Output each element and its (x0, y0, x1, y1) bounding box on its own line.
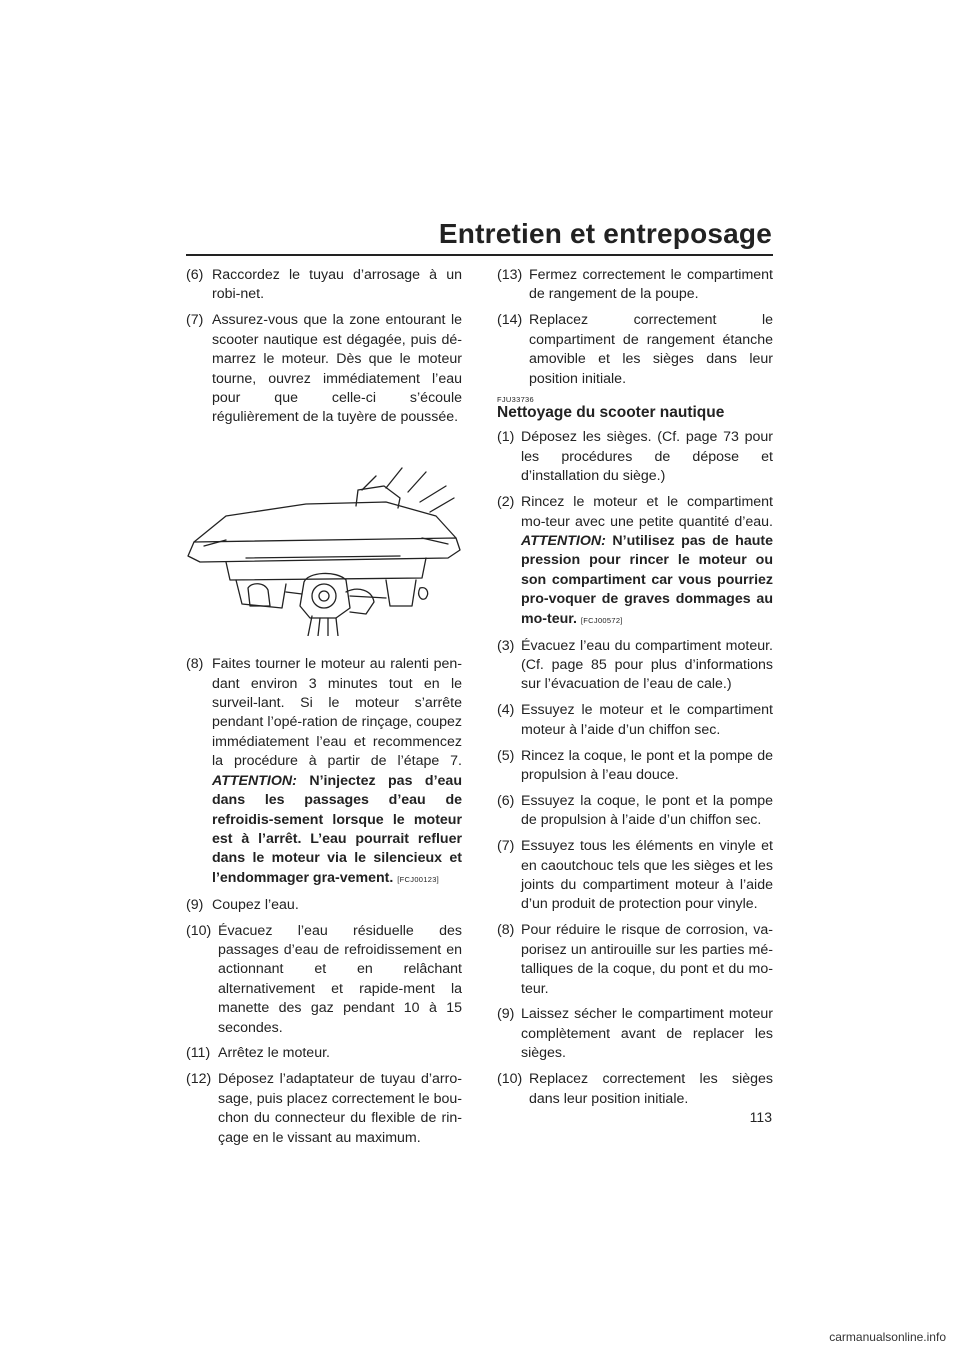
warning-code: [FCJ00572] (580, 615, 623, 625)
warning-label: ATTENTION: (212, 772, 297, 789)
warning-text: N’utilisez pas de haute pression pour rincer le moteur ou son compartiment car vous pourriez pro-voquer de graves dommages au mo-teur. (521, 532, 773, 627)
step-number: (5) (497, 747, 515, 764)
list-item (497, 701, 773, 740)
list-item (186, 922, 462, 1038)
step-text: Déposez les sièges. (Cf. page 73 pour les procédures de dépose et d’installation du siège.) (521, 429, 773, 485)
step-number: (1) (497, 429, 515, 446)
step-text: Essuyez la coque, le pont et la pompe de propulsion à l’aide d’un chiffon sec. (521, 792, 773, 829)
list-item (186, 1044, 462, 1063)
step-text: Déposez l’adaptateur de tuyau d’arro-sage, puis placez correctement le bou-chon du connecteur du flexible de rin-çage en le vissant au maximum. (218, 1071, 462, 1146)
step-number: (7) (497, 838, 515, 855)
step-number: (9) (186, 896, 204, 913)
jet-ski-stern-illustration (186, 446, 462, 636)
step-text (521, 493, 773, 630)
step-number: (8) (497, 922, 515, 939)
step-number: (12) (186, 1071, 212, 1088)
step-number: (9) (497, 1006, 515, 1023)
list-item (497, 266, 773, 305)
step-number: (3) (497, 637, 515, 654)
section-title: Nettoyage du scooter nautique (497, 404, 725, 422)
step-text: Arrêtez le moteur. (218, 1045, 330, 1062)
step-text: Rincez la coque, le pont et la pompe de propulsion à l’eau douce. (521, 747, 773, 783)
warning-code: [FCJ00123] (397, 874, 440, 884)
step-text-main: Faites tourner le moteur au ralenti pen-dant environ 3 minutes tout en le surveil-lant. Si le moteur s’arrête pendant l’opé-ration de rinçage, coupez immédiatement l’eau et recommencez la procédure à partir de l’étape 7. (212, 656, 462, 770)
left-column (186, 266, 462, 1155)
step-text: Essuyez tous les éléments en vinyle et en caoutchouc tels que les sièges et les joints du compartiment moteur à l’aide d’un produit de protection pour vinyle. (521, 838, 773, 913)
warning-label: ATTENTION: (521, 532, 606, 549)
list-item (186, 266, 462, 305)
step-number: (8) (186, 656, 204, 673)
list-item (497, 921, 773, 999)
step-text-main: Rincez le moteur et le compartiment mo-teur avec une petite quantité d’eau. (521, 494, 773, 530)
step-text: Pour réduire le risque de corrosion, va-porisez un antirouille sur les parties mé-talliques de la coque, du pont et du mo-teur. (521, 922, 773, 997)
list-item (497, 837, 773, 915)
right-column (497, 266, 773, 1115)
step-number: (2) (497, 494, 515, 511)
list-item (497, 747, 773, 786)
step-text (212, 655, 462, 889)
list-item (497, 311, 773, 389)
list-item (497, 1070, 773, 1109)
page-title: Entretien et entreposage (438, 218, 772, 249)
step-number: (4) (497, 702, 515, 719)
step-text: Coupez l’eau. (212, 896, 299, 913)
warning-text: N’injectez pas d’eau dans les passages d’eau de refroidis-sement lorsque le moteur est à l’arrêt. L’eau pourrait refluer dans le moteur via le silencieux et l’endommager gra-vement. (212, 772, 462, 886)
step-text: Fermez correctement le compartiment de rangement de la poupe. (529, 267, 773, 303)
step-number: (14) (497, 312, 523, 329)
step-number: (11) (186, 1045, 211, 1062)
list-item (497, 428, 773, 486)
step-text: Évacuez l’eau du compartiment moteur. (Cf. page 85 pour plus d’informations sur l’évacuation de l’eau de cale.) (521, 637, 773, 693)
step-number: (10) (186, 922, 212, 939)
list-item (186, 311, 462, 427)
step-number: (7) (186, 312, 204, 329)
list-item (186, 655, 462, 889)
list-item (497, 792, 773, 831)
section-code: FJU33736 (497, 395, 535, 405)
step-number: (13) (497, 267, 523, 283)
list-item (186, 1070, 462, 1148)
step-text: Laissez sécher le compartiment moteur complètement avant de replacer les sièges. (521, 1006, 773, 1062)
step-text: Replacez correctement les sièges dans leur position initiale. (529, 1071, 773, 1107)
step-number: (10) (497, 1071, 523, 1088)
step-text: Évacuez l’eau résiduelle des passages d’eau de refroidissement en actionnant et en relâchant alternativement et rapide-ment la manette des gaz pendant 10 à 15 secondes. (218, 922, 462, 1036)
list-item (497, 493, 773, 630)
header-rule (186, 254, 773, 256)
step-text: Replacez correctement le compartiment de rangement étanche amovible et les sièges dans leur position initiale. (529, 312, 773, 387)
watermark[interactable]: carmanualsonline.info (829, 1330, 946, 1344)
step-text: Essuyez le moteur et le compartiment moteur à l’aide d’un chiffon sec. (521, 702, 773, 738)
list-item (497, 637, 773, 695)
step-number: (6) (186, 267, 204, 283)
step-text: Raccordez le tuyau d’arrosage à un robi-net. (212, 267, 462, 303)
step-number: (6) (497, 792, 515, 809)
page-number: 113 (749, 1109, 772, 1125)
list-item (186, 896, 462, 915)
step-text: Assurez-vous que la zone entourant le scooter nautique est dégagée, puis dé-marrez le moteur. Dès que le moteur tourne, ouvrez immédiatement l’eau pour que celle-ci s’écoule régulièrement de la tuyère de poussée. (212, 312, 462, 426)
list-item (497, 1005, 773, 1063)
